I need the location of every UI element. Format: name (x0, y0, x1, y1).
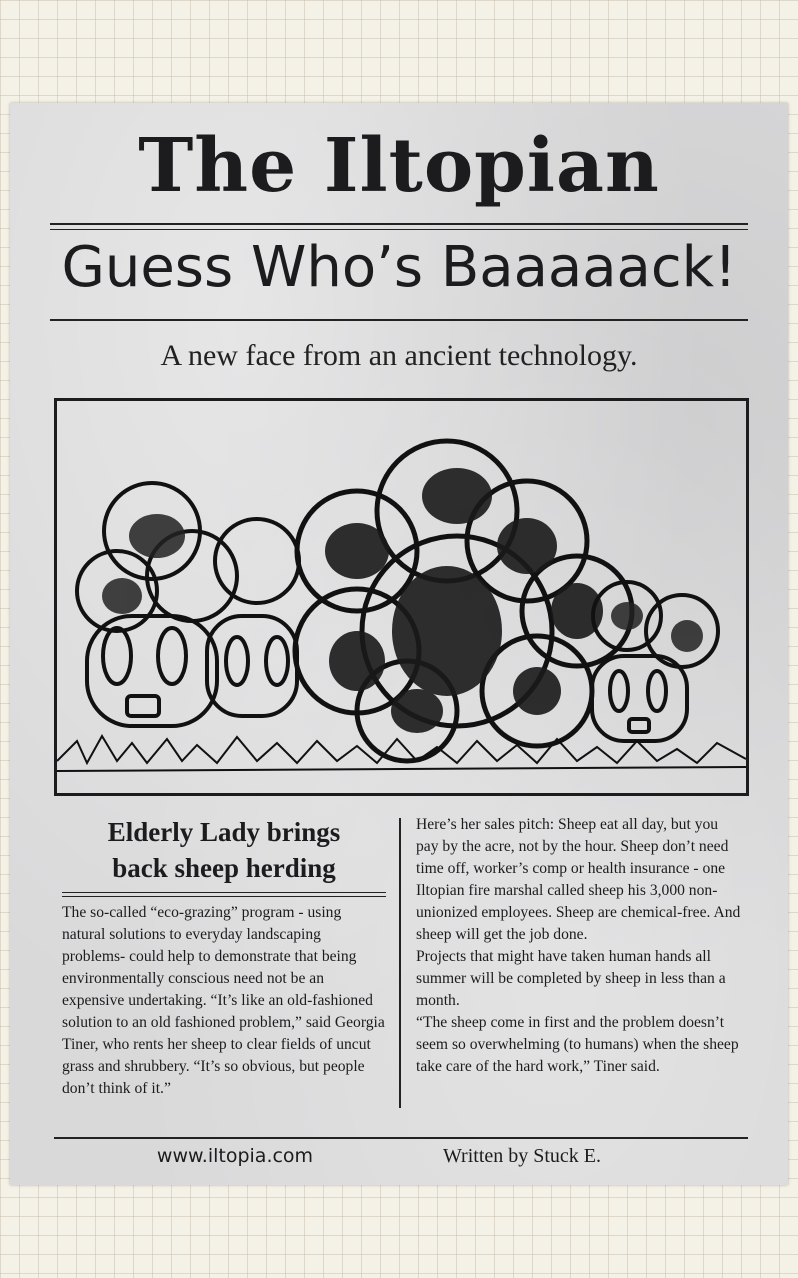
article-title-rule-bottom (62, 896, 386, 897)
right-column-paragraph-3: “The sheep come in first and the problem doesn’t seem so overwhelming (to humans) when the sheep take care of the hard work,” Tiner said. (416, 1014, 739, 1075)
sheep-illustration (54, 398, 749, 796)
masthead-rule-bottom (50, 229, 748, 230)
headline-rule (50, 319, 748, 321)
subheadline: A new face from an ancient technology. (160, 339, 638, 372)
sheep-drawing (57, 401, 746, 793)
footer-website-link[interactable]: www.iltopia.com (156, 1145, 314, 1167)
footer-byline: Written by Stuck E. (442, 1145, 602, 1167)
left-column-body (62, 902, 386, 1100)
masthead-title: The Iltopian (138, 123, 660, 209)
headline: Guess Who’s Baaaaack! (61, 235, 737, 300)
masthead-rule-top (50, 223, 748, 225)
right-column-body (416, 814, 742, 1078)
article-title (62, 814, 386, 886)
right-column-paragraph-1: Here’s her sales pitch: Sheep eat all day, but you pay by the acre, not by the hour. Sheep don’t need time off, worker’s comp or health insurance - one Iltopian fire marshal called sheep his 3,000 non-unionized employees. Sheep are chemical-free. And sheep will get the job done. (416, 816, 741, 943)
article-title-line1: Elderly Lady brings (107, 817, 341, 847)
footer-rule (54, 1137, 748, 1139)
left-column-paragraph: The so-called “eco-grazing” program - using natural solutions to everyday landscaping problems- could help to demonstrate that being environmentally conscious need not be an expensive undertaking. “It’s like an old-fashioned solution to an old fashioned problem,” said Georgia Tiner, who rents her sheep to clear fields of uncut grass and shrubbery. “It’s so obvious, but people don’t think of it.” (62, 904, 385, 1097)
column-divider (399, 818, 401, 1108)
article-title-line2: back sheep herding (112, 853, 336, 883)
right-column-paragraph-2: Projects that might have taken human hands all summer will be completed by sheep in less than a month. (416, 948, 726, 1009)
article-title-rule-top (62, 892, 386, 893)
